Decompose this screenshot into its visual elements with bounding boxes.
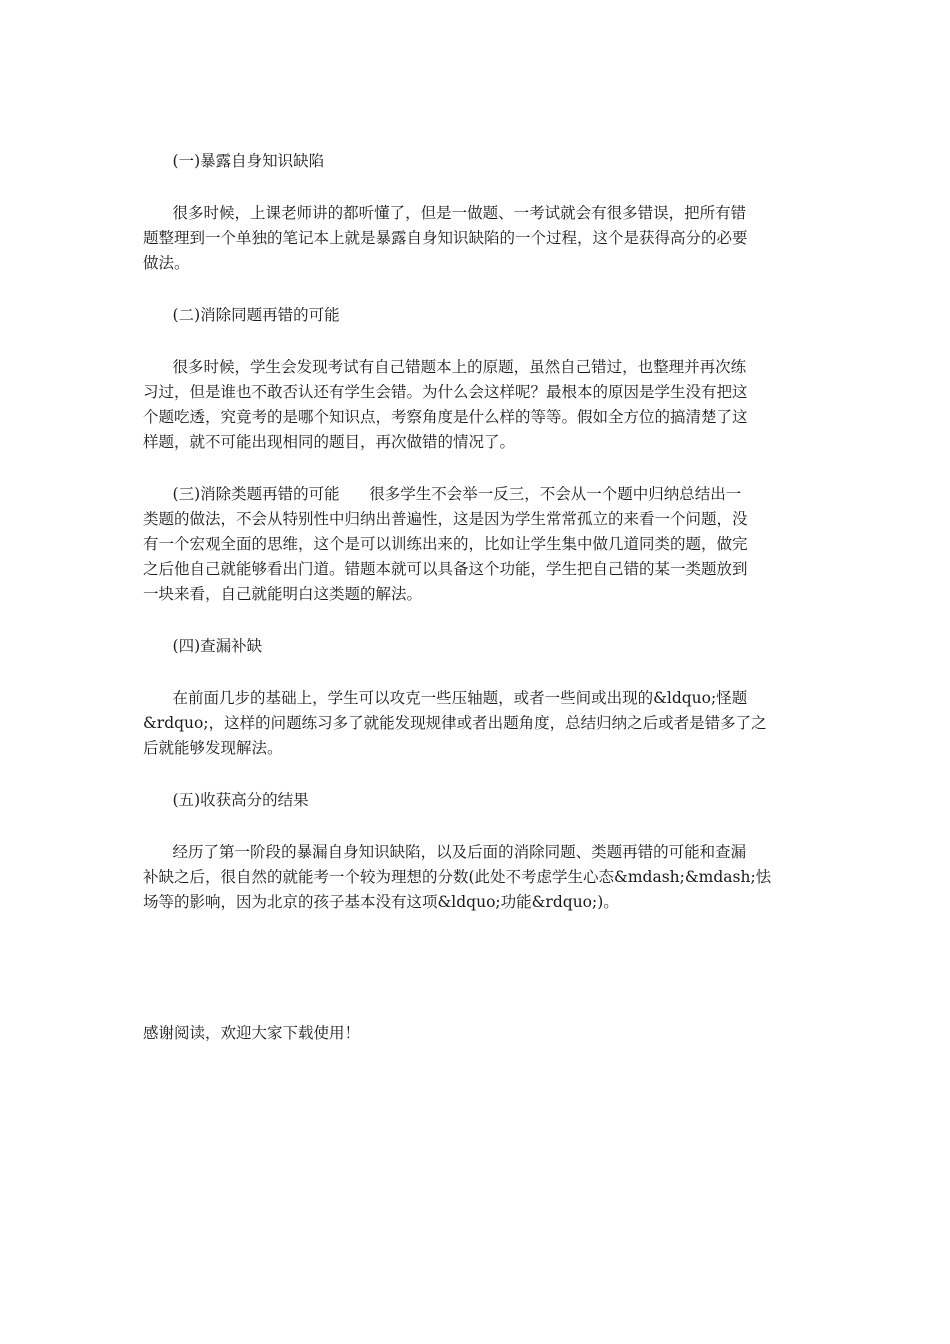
paragraph-3 [143, 482, 809, 607]
document-body [143, 149, 809, 942]
text-line: 之后他自己就能够看出门道。错题本就可以具备这个功能，学生把自己错的某一类题放到 [143, 560, 748, 578]
text-line: 类题的做法，不会从特别性中归纳出普遍性，这是因为学生常常孤立的来看一个问题，没 [143, 510, 748, 528]
text-line: 有一个宏观全面的思维，这个是可以训练出来的，比如让学生集中做几道同类的题，做完 [143, 535, 748, 553]
text-line: &rdquo;，这样的问题练习多了就能发现规律或者出题角度，总结归纳之后或者是错多了之 [143, 714, 767, 732]
text-line: 样题，就不可能出现相同的题目，再次做错的情况了。 [143, 433, 516, 451]
text-line: 很多时候，上课老师讲的都听懂了，但是一做题、一考试就会有很多错误，把所有错 [143, 204, 747, 222]
text-line: 做法。 [143, 254, 190, 272]
paragraph-5 [143, 840, 809, 915]
section-heading-4 [143, 634, 809, 659]
text-line: 个题吃透，究竟考的是哪个知识点，考察角度是什么样的等等。假如全方位的搞清楚了这 [143, 408, 748, 426]
text-line: 习过，但是谁也不敢否认还有学生会错。为什么会这样呢？最根本的原因是学生没有把这 [143, 383, 748, 401]
text-line: 在前面几步的基础上，学生可以攻克一些压轴题，或者一些间或出现的&ldquo;怪题 [143, 689, 748, 707]
text-line: (二)消除同题再错的可能 [143, 306, 340, 324]
text-line: (四)查漏补缺 [143, 637, 263, 655]
paragraph-1 [143, 201, 809, 276]
text-line: 经历了第一阶段的暴漏自身知识缺陷，以及后面的消除同题、类题再错的可能和查漏 [143, 843, 747, 861]
text-line: 很多时候，学生会发现考试有自己错题本上的原题，虽然自己错过，也整理并再次练 [143, 358, 747, 376]
paragraph-2 [143, 355, 809, 455]
text-line: 题整理到一个单独的笔记本上就是暴露自身知识缺陷的一个过程，这个是获得高分的必要 [143, 229, 748, 247]
text-line: (一)暴露自身知识缺陷 [143, 152, 325, 170]
text-line: 后就能够发现解法。 [143, 739, 283, 757]
section-heading-1 [143, 149, 809, 174]
closing-note: 感谢阅读，欢迎大家下载使用！ [143, 1024, 361, 1042]
text-line: (五)收获高分的结果 [143, 791, 309, 809]
section-heading-2 [143, 303, 809, 328]
section-heading-5 [143, 788, 809, 813]
paragraph-4 [143, 686, 809, 761]
text-line: 补缺之后，很自然的就能考一个较为理想的分数(此处不考虑学生心态&mdash;&mdash;怯 [143, 868, 772, 886]
text-line: (三)消除类题再错的可能 很多学生不会举一反三，不会从一个题中归纳总结出一 [143, 485, 742, 503]
text-line: 一块来看，自己就能明白这类题的解法。 [143, 585, 423, 603]
text-line: 场等的影响，因为北京的孩子基本没有这项&ldquo;功能&rdquo;)。 [143, 893, 619, 911]
